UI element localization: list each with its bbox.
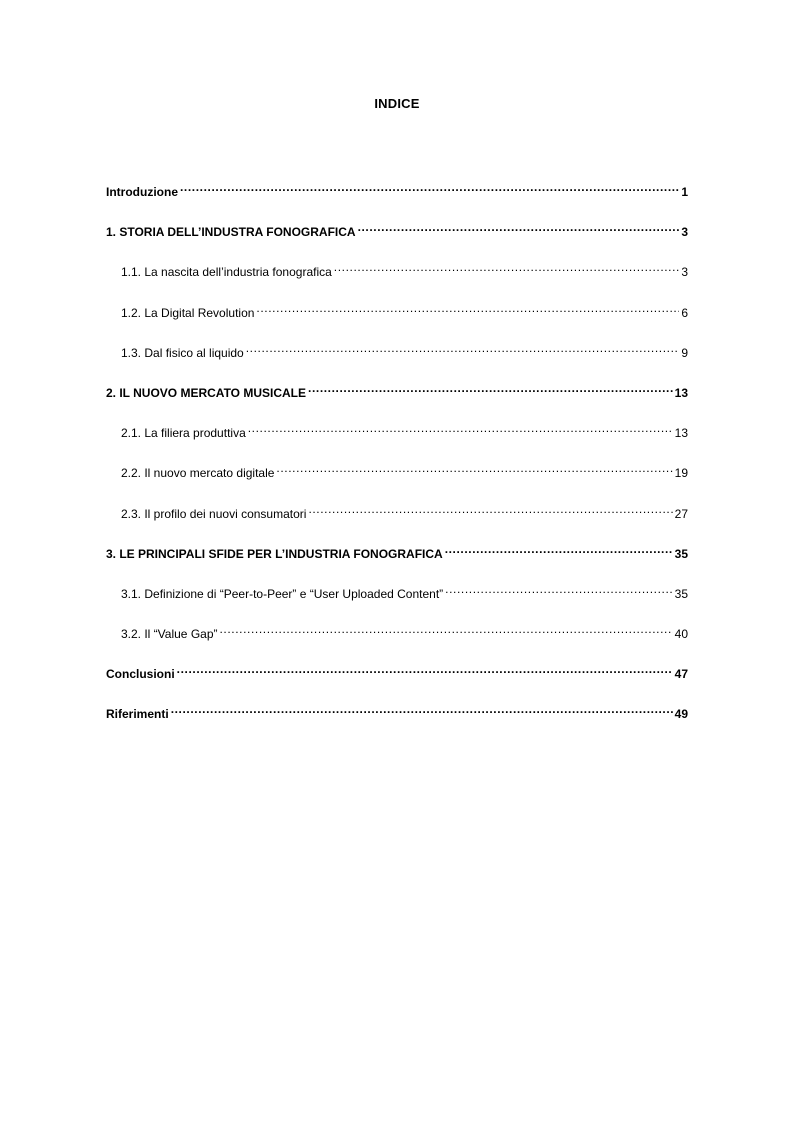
toc-entry[interactable] [106,660,688,700]
dot-leader [180,178,679,196]
toc-entry-label: 3.1. Definizione di “Peer-to-Peer” e “User Uploaded Content” [121,586,444,601]
toc-entry-page: 13 [674,385,688,400]
toc-entry-label: 2.1. La filiera produttiva [121,426,246,441]
toc-entry[interactable] [106,500,688,540]
dot-leader [256,299,679,317]
dot-leader [276,459,672,477]
toc-entry-page: 3 [681,265,688,280]
dot-leader [308,379,673,397]
dot-leader [334,258,680,276]
toc-entry[interactable] [106,540,688,580]
toc-entry[interactable] [106,218,688,258]
toc-entry[interactable] [106,419,688,459]
toc-entry-page: 1 [681,185,688,199]
toc-entry[interactable] [106,258,688,298]
page-title: INDICE [374,96,420,111]
toc-entry-page: 47 [674,667,688,682]
toc-entry-label: Introduzione [106,185,178,199]
dot-leader [248,419,673,437]
toc-entry-label: 1.2. La Digital Revolution [121,305,255,320]
dot-leader [177,660,673,678]
toc-entry-label: 1.3. Dal fisico al liquido [121,345,244,360]
toc-entry-label: 1. STORIA DELL’INDUSTRA FONOGRAFICA [106,225,356,240]
toc-entry-page: 35 [674,586,688,601]
toc-entry-page: 40 [674,627,688,642]
toc-entry-label: 1.1. La nascita dell’industria fonografica [121,265,332,280]
toc-entry-label: Conclusioni [106,667,175,682]
toc-entry-page: 49 [674,707,688,722]
toc-entry-page: 27 [674,506,688,521]
toc-entry-label: 2.3. Il profilo dei nuovi consumatori [121,506,307,521]
toc-entry-page: 6 [681,305,688,320]
toc-entry-label: 3. LE PRINCIPALI SFIDE PER L’INDUSTRIA FONOGRAFICA [106,546,443,561]
toc-entry[interactable] [106,299,688,339]
toc-entry-label: 3.2. Il “Value Gap” [121,627,218,642]
toc-entry[interactable] [106,620,688,660]
toc-entry-page: 3 [681,225,688,240]
dot-leader [445,540,673,558]
toc-entry[interactable] [106,339,688,379]
dot-leader [358,218,680,236]
toc-entry-label: 2.2. Il nuovo mercato digitale [121,466,275,481]
toc-entry-page: 9 [681,345,688,360]
toc-entry[interactable] [106,178,688,218]
toc-entry[interactable] [106,379,688,419]
table-of-contents [106,178,688,741]
toc-entry[interactable] [106,700,688,740]
toc-entry-page: 13 [674,426,688,441]
toc-entry-page: 35 [674,546,688,561]
dot-leader [445,580,672,598]
toc-entry-label: 2. IL NUOVO MERCATO MUSICALE [106,385,307,400]
dot-leader [246,339,680,357]
toc-entry[interactable] [106,580,688,620]
toc-entry-page: 19 [674,466,688,481]
dot-leader [308,500,672,518]
dot-leader [171,700,673,718]
dot-leader [220,620,673,638]
toc-entry[interactable] [106,459,688,499]
toc-entry-label: Riferimenti [106,707,169,722]
